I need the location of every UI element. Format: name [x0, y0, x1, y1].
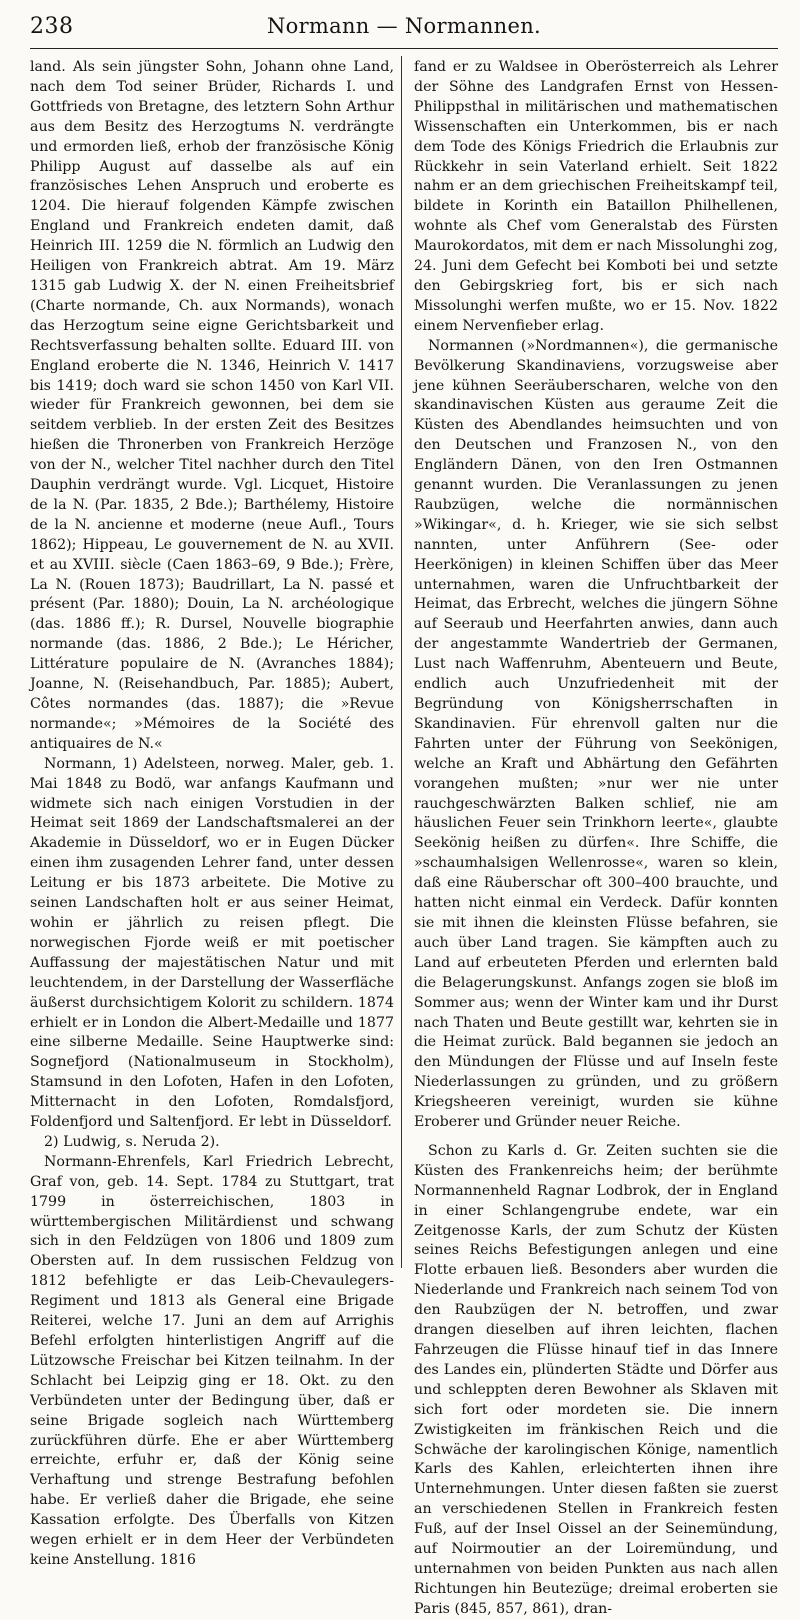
entry-normann-ehrenfels-continued: fand er zu Waldsee in Oberösterreich als Lehrer der Söhne des Landgrafen Ernst von Hessen-Philippsthal in militärischen und mathematischen Wissenschaften ein Unterkommen, bis er nach dem Tode des Königs Friedrich die Erlaubnis zur Rückkehr in sein Vaterland erhielt. Seit 1822 nahm er an dem griechischen Freiheitskampf teil, bildete in Korinth ein Bataillon Philhellenen, wohnte als Chef vom Generalstab des Fürsten Maurokordatos, mit dem er nach Missolunghi zog, 24. Juni dem Gefecht bei Komboti bei und setzte den Gebirgskrieg fort, bis er sich nach Missolunghi werfen mußte, wo er 15. Nov. 1822 einem Nervenfieber erlag.	[414, 59, 778, 334]
page-number: 238	[30, 14, 74, 39]
left-column	[30, 58, 394, 1568]
entry-normannen-history: Schon zu Karls d. Gr. Zeiten suchten sie die Küsten des Frankenreichs heim; der berühmte Normannenheld Ragnar Lodbrok, der in England in einer Schlangengrube endete, war ein Zeitgenosse Karls, der zum Schutz der Küsten seines Reichs Befestigungen anlegen und eine Flotte erbauen ließ. Besonders aber wurden die Niederlande und Frankreich nach seinem Tod von den Raubzügen der N. betroffen, und zwar drangen dieselben auf ihren leichten, flachen Fahrzeugen die Flüsse hinauf tief in das Innere des Landes ein, plünderten Städte und Dörfer aus und schleppten deren Bewohner als Sklaven mit sich fort oder mordeten sie. Die innern Zwistigkeiten im fränkischen Reich und die Schwäche der karolingischen Könige, namentlich Karls des Kahlen, erleichterten ihnen ihre Unternehmungen. Unter diesen faßten sie zuerst an verschiedenen Stellen in Frankreich festen Fuß, auf der Insel Oissel an der Seinemündung, auf Noirmoutier an der Loiremündung, und unternahmen von beiden Punkten aus nach allen Richtungen hin Beutezüge; dreimal eroberten sie Paris (845, 857, 861), dran-	[414, 1142, 778, 1617]
column-divider	[401, 56, 402, 1268]
right-column	[414, 58, 778, 1617]
entry-normann-ehrenfels: Normann-Ehrenfels, Karl Friedrich Lebrecht, Graf von, geb. 14. Sept. 1784 zu Stuttgart, trat 1799 in österreichischen, 1803 in württembergischen Militärdienst und schwang sich in den Feldzügen von 1806 und 1809 zum Obersten auf. In dem russischen Feldzug von 1812 befehligte er das Leib-Chevaulegers-Regiment und 1813 als General eine Brigade Reiterei, welche 17. Juni an dem auf Arrighis Befehl erfolgten hinterlistigen Angriff auf die Lützowsche Freischar bei Kitzen teilnahm. In der Schlacht bei Leipzig ging er 18. Okt. zu den Verbündeten unter der Bedingung über, daß er seine Brigade sogleich nach Württemberg zurückführen dürfe. Ehe er aber Württemberg erreichte, erfuhr er, daß der König seine Verhaftung und strenge Bestrafung befohlen habe. Er verließ daher die Brigade, ehe seine Kassation erfolgte. Des Überfalls von Kitzen wegen erhielt er in dem Heer der Verbündeten keine Anstellung. 1816	[30, 1153, 394, 1568]
entry-normandie-continued: land. Als sein jüngster Sohn, Johann ohne Land, nach dem Tod seiner Brüder, Richards I. und Gottfrieds von Bretagne, des letztern Sohn Arthur aus dem Besitz des Herzogtums N. verdrängte und ermorden ließ, erhob der französische König Philipp August auf dasselbe als auf ein französisches Lehen Anspruch und eroberte es 1204. Die hierauf folgenden Kämpfe zwischen England und Frankreich endeten damit, daß Heinrich III. 1259 die N. förmlich an Ludwig den Heiligen von Frankreich abtrat. Am 19. März 1315 gab Ludwig X. der N. einen Freiheitsbrief (Charte normande, Ch. aux Normands), wonach das Herzogtum seine eigne Gerichtsbarkeit und Rechtsverfassung behalten sollte. Eduard III. von England eroberte die N. 1346, Heinrich V. 1417 bis 1419; doch ward sie schon 1450 von Karl VII. wieder für Frankreich gewonnen, bei dem sie seitdem verblieb. In der ersten Zeit des Besitzes hießen die Thronerben von Frankreich Herzöge von der N., welcher Titel nachher durch den Titel Dauphin verdrängt wurde. Vgl. Licquet, Histoire de la N. (Par. 1835, 2 Bde.); Barthélemy, Histoire de la N. ancienne et moderne (neue Aufl., Tours 1862); Hippeau, Le gouvernement de N. au XVII. et au XVIII. siècle (Caen 1863–69, 9 Bde.); Frère, La N. (Rouen 1873); Baudrillart, La N. passé et présent (Par. 1880); Douin, La N. archéologique (das. 1886 ff.); R. Dursel, Nouvelle biographie normande (das. 1886, 2 Bde.); Le Héricher, Littérature populaire de N. (Avranches 1884); Joanne, N. (Reisehandbuch, Par. 1885); Aubert, Côtes normandes (das. 1887); die »Revue normande«; »Mémoires de la Société des antiquaires de N.«	[30, 59, 394, 752]
entry-normann-ludwig: 2) Ludwig, s. Neruda 2).	[44, 1133, 220, 1150]
entry-normann-adelsteen: Normann, 1) Adelsteen, norweg. Maler, geb. 1. Mai 1848 zu Bodö, war anfangs Kaufmann und widmete sich nach einigen Vorstudien in der Heimat seit 1869 der Landschaftsmalerei an der Akademie in Düsseldorf, wo er in Eugen Dücker einen ihm zusagenden Lehrer fand, unter dessen Leitung er bis 1873 arbeitete. Die Motive zu seinen Landschaften holt er aus seiner Heimat, wohin er jährlich zu reisen pflegt. Die norwegischen Fjorde weiß er mit poetischer Auffassung der majestätischen Natur und mit leuchtendem, in der Darstellung der Wasserfläche äußerst durchsichtigem Kolorit zu schildern. 1874 erhielt er in London die Albert-Medaille und 1877 eine silberne Medaille. Seine Hauptwerke sind: Sognefjord (Nationalmuseum in Stockholm), Stamsund in den Lofoten, Hafen in den Lofoten, Mitternacht in den Lofoten, Romdalsfjord, Foldenfjord und Saltenfjord. Er lebt in Düsseldorf.	[30, 755, 394, 1131]
header-rule	[30, 48, 778, 49]
page-header	[30, 10, 778, 46]
entry-normannen: Normannen (»Nordmannen«), die germanische Bevölkerung Skandinaviens, vorzugsweise aber jene kühnen Seeräuberscharen, welche von den skandinavischen Küsten aus geraume Zeit die Küsten des Abendlandes heimsuchten und von den Deutschen und Franzosen N., von den Engländern Dänen, von den Iren Ostmannen genannt wurden. Die Veranlassungen zu jenen Raubzügen, welche die normännischen »Wikingar«, d. h. Krieger, wie sie sich selbst nannten, unter Anführern (See- oder Heerkönigen) in kleinen Schiffen über das Meer unternahmen, waren die Unfruchtbarkeit der Heimat, das Erbrecht, welches die jüngern Söhne auf Seeraub und Heerfahrten anwies, dann auch der angestammte Wandertrieb der Germanen, Lust nach Waffenruhm, Abenteuern und Beute, endlich auch Unzufriedenheit mit der Begründung von Königsherrschaften in Skandinavien. Für ehrenvoll galten nur die Fahrten unter der Führung von Seekönigen, welche an Kraft und Abhärtung den Gefährten vorangehen mußten; »nur wer nie unter rauchgeschwärzten Balken schlief, nie am häuslichen Feuer sein Trinkhorn leerte«, glaubte Seekönig heißen zu dürfen«. Ihre Schiffe, die »schaumhalsigen Wellenrosse«, waren so klein, daß eine Räuberschar oft 300–400 brauchte, und hatten nicht einmal ein Verdeck. Dafür konnten sie mit ihnen die kleinsten Flüsse befahren, sie auch über Land tragen. Sie kämpften auch zu Land auf erbeuteten Pferden und erlernten bald die Belagerungskunst. Anfangs zogen sie bloß im Sommer aus; wenn der Winter kam und ihr Durst nach Thaten und Beute gestillt war, kehrten sie in die Heimat zurück. Bald begannen sie jedoch an den Mündungen der Flüsse und auf Inseln feste Niederlassungen zu gründen, und zu größern Kriegsheeren vereinigt, wurden sie kühne Eroberer und Gründer neuer Reiche.	[414, 337, 778, 1131]
running-head: Normann — Normannen.	[266, 14, 542, 38]
